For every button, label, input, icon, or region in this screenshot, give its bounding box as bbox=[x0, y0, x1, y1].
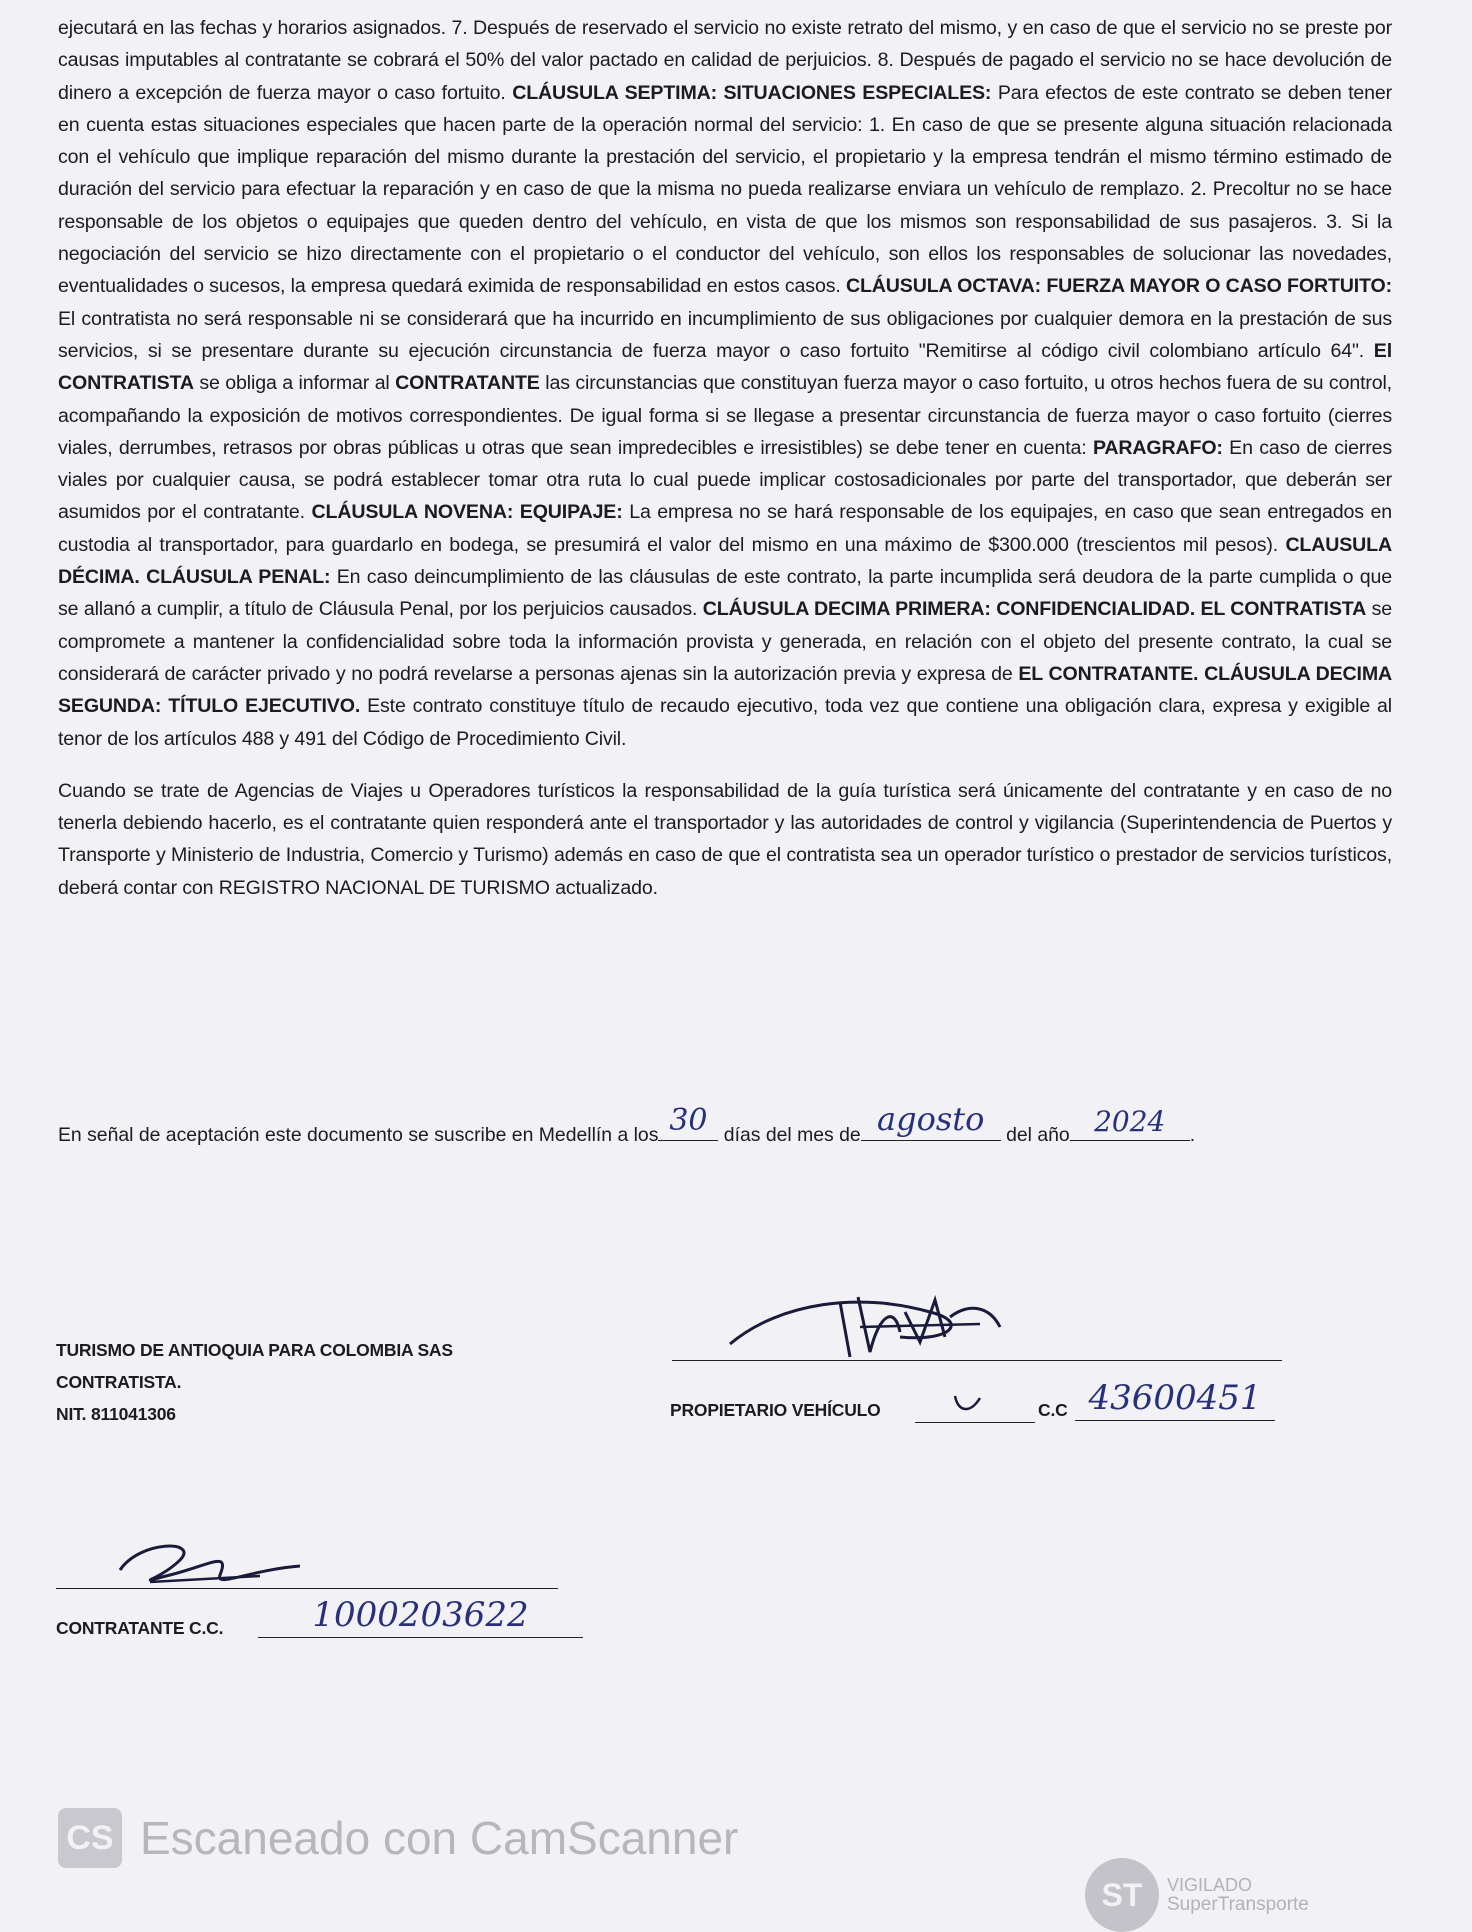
client-signature-line bbox=[56, 1588, 558, 1589]
contractor-role: CONTRATISTA. bbox=[56, 1372, 182, 1392]
owner-cc-handwritten: 43600451 bbox=[1088, 1378, 1262, 1418]
camscanner-text: Escaneado con CamScanner bbox=[140, 1812, 739, 1864]
owner-mark-line bbox=[915, 1422, 1035, 1423]
clauses-paragraph: ejecutará en las fechas y horarios asignados. 7. Después de reservado el servicio no existe retrato del mismo, y en caso de que el servicio no se preste por causas imputables al contratante se cobrará el 50% del valor pactado en calidad de perjuicios. 8. Después de pagado el servicio no se hace devolución de dinero a excepción de fuerza mayor o caso fortuito. CLÁUSULA SEPTIMA: SITUACIONES ESPECIALES: Para efectos de este contrato se deben tener en cuenta estas situaciones especiales que hacen parte de la operación normal del servicio: 1. En caso de que se presente alguna situación relacionada con el vehículo que implique reparación del mismo durante la prestación del servicio, el propietario y la empresa tendrán el mismo término estimado de duración del servicio para efectuar la reparación y en caso de que la misma no pueda realizarse enviara un vehículo de remplazo. 2. Precoltur no se hace responsable de los objetos o equipajes que queden dentro del vehículo, en vista de que los mismos son responsabilidad de sus pasajeros. 3. Si la negociación del servicio se hizo directamente con el propietario o el conductor del vehículo, son ellos los responsables de solucionar las novedades, eventualidades o sucesos, la empresa quedará eximida de responsabilidad en estos casos. CLÁUSULA OCTAVA: FUERZA MAYOR O CASO FORTUITO: El contratista no será responsable ni se considerará que ha incurrido en incumplimiento de sus obligaciones por cualquier demora en la prestación de sus servicios, si se presentare durante su ejecución circunstancia de fuerza mayor o caso fortuito "Remitirse al código civil colombiano artículo 64". El CONTRATISTA se obliga a informar al CONTRATANTE las circunstancias que constituyan fuerza mayor o caso fortuito, u otros hechos fuera de su control, acompañando la exposición de motivos correspondientes. De igual forma si se llegase a presentar circunstancia de fuerza mayor o caso fortuito (cierres viales, derrumbes, retrasos por obras públicas u otras que sean impredecibles e irresistibles) se debe tener en cuenta: PARAGRAFO: En caso de cierres viales por cualquier causa, se podrá establecer tomar otra ruta lo cual puede implicar costosadicionales por parte del transportador, que deberán ser asumidos por el contratante. CLÁUSULA NOVENA: EQUIPAJE: La empresa no se hará responsable de los equipajes, en caso que sean entregados en custodia al transportador, para guardarlo en bodega, se presumirá el valor del mismo en una máximo de $300.000 (trescientos mil pesos). CLAUSULA DÉCIMA. CLÁUSULA PENAL: En caso deincumplimiento de las cláusulas de este contrato, la parte incumplida será deudora de la parte cumplida o que se allanó a cumplir, a título de Cláusula Penal, por los perjuicios causados. CLÁUSULA DECIMA PRIMERA: CONFIDENCIALIDAD. EL CONTRATISTA se compromete a mantener la confidencialidad sobre toda la información provista y generada, en relación con el objeto del presente contrato, la cual se considerará de carácter privado y no podrá revelarse a personas ajenas sin la autorización previa y expresa de EL CONTRATANTE. CLÁUSULA DECIMA SEGUNDA: TÍTULO EJECUTIVO. Este contrato constituye título de recaudo ejecutivo, toda vez que contiene una obligación clara, expresa y exigible al tenor de los artículos 488 y 491 del Código de Procedimiento Civil. bbox=[58, 17, 1393, 750]
client-cc-handwritten: 1000203622 bbox=[312, 1595, 529, 1635]
year-blank bbox=[1070, 1105, 1190, 1141]
month-blank bbox=[861, 1100, 1001, 1141]
camscanner-logo-icon: CS bbox=[58, 1808, 122, 1868]
acceptance-prefix: En señal de aceptación este documento se suscribe en Medellín a los bbox=[58, 1124, 659, 1146]
acceptance-suffix: . bbox=[1189, 1124, 1196, 1146]
camscanner-watermark bbox=[58, 1808, 738, 1868]
owner-signature bbox=[720, 1282, 1020, 1362]
day-handwritten: 30 bbox=[669, 1103, 708, 1138]
client-signature bbox=[110, 1530, 310, 1590]
owner-signature-line bbox=[672, 1360, 1282, 1361]
acceptance-line bbox=[58, 1100, 1196, 1147]
seal-line2: SuperTransporte bbox=[1167, 1894, 1309, 1915]
seal-line1: VIGILADO bbox=[1167, 1875, 1253, 1895]
contract-body bbox=[58, 12, 1392, 904]
supertransporte-logo-icon: ST bbox=[1085, 1858, 1159, 1932]
day-blank bbox=[658, 1103, 718, 1141]
year-label: del año bbox=[1006, 1124, 1070, 1146]
supertransporte-seal bbox=[1085, 1858, 1309, 1932]
year-handwritten: 2024 bbox=[1094, 1105, 1166, 1138]
acceptance-middle: días del mes de bbox=[723, 1124, 861, 1146]
month-handwritten: agosto bbox=[877, 1100, 985, 1138]
contractor-name: TURISMO DE ANTIOQUIA PARA COLOMBIA SAS bbox=[56, 1340, 453, 1360]
client-label: CONTRATANTE C.C. bbox=[56, 1618, 224, 1638]
contractor-nit: NIT. 811041306 bbox=[56, 1404, 176, 1424]
client-cc-blank bbox=[258, 1595, 583, 1638]
owner-initial-mark bbox=[950, 1392, 990, 1416]
owner-cc-blank bbox=[1075, 1378, 1275, 1421]
agencies-paragraph: Cuando se trate de Agencias de Viajes u Operadores turísticos la responsabilidad de la guía turística será únicamente del contratante y en caso de no tenerla debiendo hacerlo, es el contratante quien responderá ante el transportador y las autoridades de control y vigilancia (Superintendencia de Puertos y Transporte y Ministerio de Industria, Comercio y Turismo) además en caso de que el contratista sea un operador turístico o prestador de servicios turísticos, deberá contar con REGISTRO NACIONAL DE TURISMO actualizado. bbox=[58, 779, 1392, 899]
owner-label: PROPIETARIO VEHÍCULO bbox=[670, 1400, 881, 1420]
owner-cc-label: C.C bbox=[1038, 1400, 1068, 1420]
